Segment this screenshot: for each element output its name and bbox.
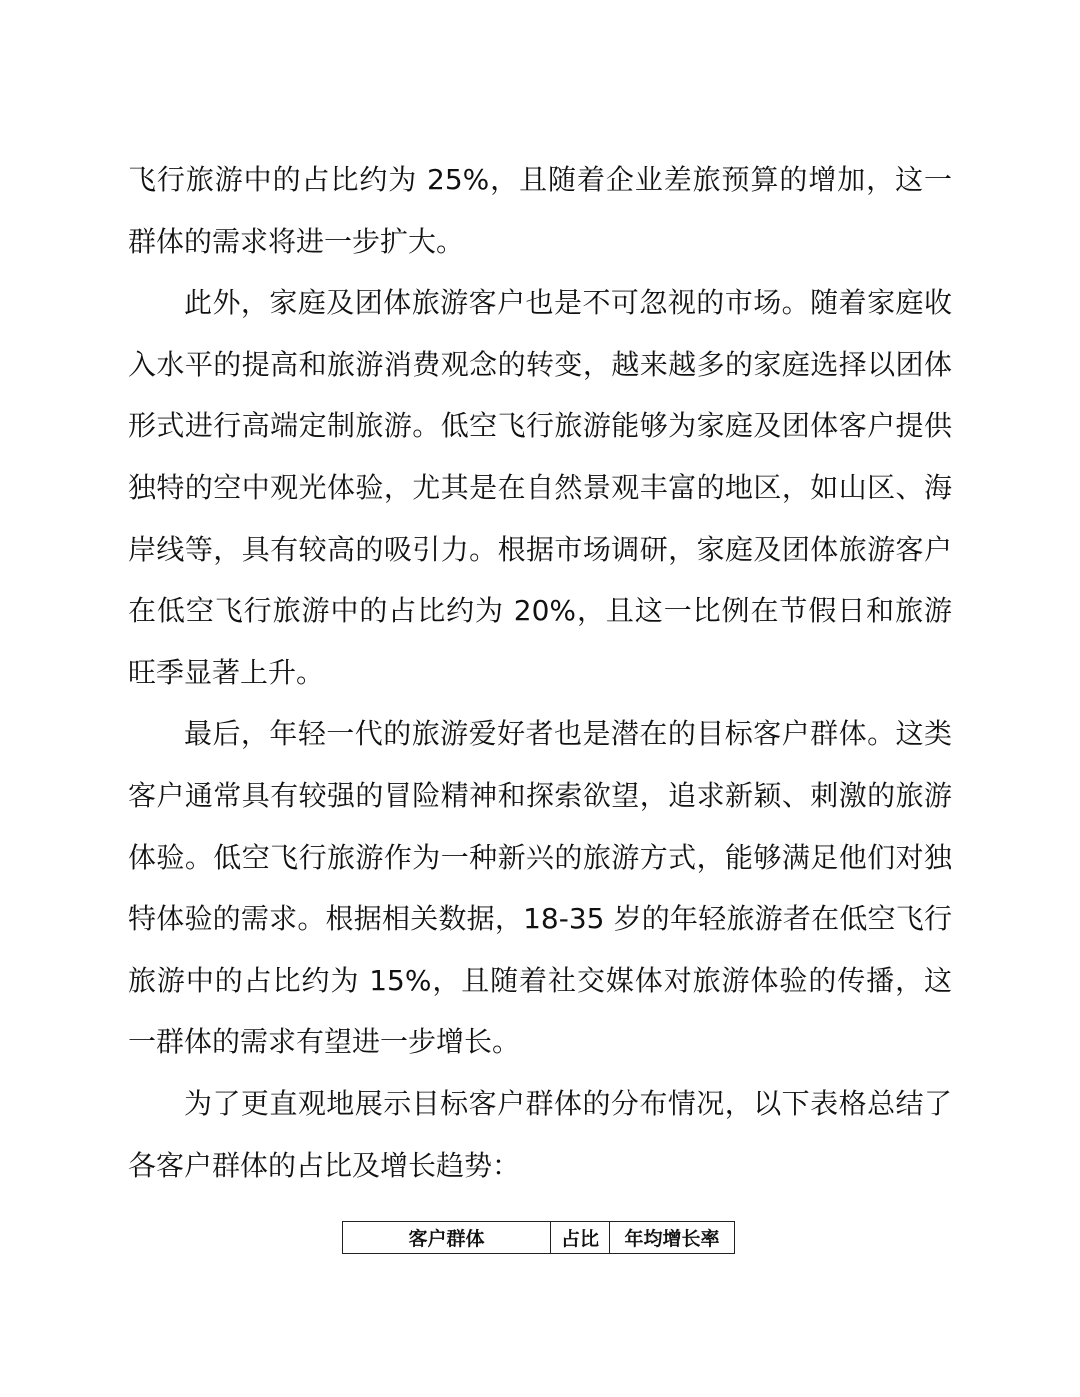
paragraph-family-group: 此外，家庭及团体旅游客户也是不可忽视的市场。随着家庭收入水平的提高和旅游消费观念的转变，越来越多的家庭选择以团体形式进行高端定制旅游。低空飞行旅游能够为家庭及团体客户提供独特的空中观光体验，尤其是在自然景观丰富的地区，如山区、海岸线等，具有较高的吸引力。根据市场调研，家庭及团体旅游客户在低空飞行旅游中的占比约为 20%，且这一比例在节假日和旅游旺季显著上升。 [128, 286, 952, 689]
header-customer-group: 客户群体 [343, 1222, 551, 1254]
body-text [128, 149, 952, 1196]
paragraph-continuation: 飞行旅游中的占比约为 25%，且随着企业差旅预算的增加，这一群体的需求将进一步扩大。 [128, 163, 952, 258]
customer-group-table [342, 1221, 735, 1254]
header-share: 占比 [551, 1222, 610, 1254]
header-annual-growth: 年均增长率 [610, 1222, 735, 1254]
paragraph-table-intro: 为了更直观地展示目标客户群体的分布情况，以下表格总结了各客户群体的占比及增长趋势： [128, 1086, 952, 1182]
table-header-row [343, 1222, 735, 1254]
paragraph-young-generation: 最后，年轻一代的旅游爱好者也是潜在的目标客户群体。这类客户通常具有较强的冒险精神和探索欲望，追求新颖、刺激的旅游体验。低空飞行旅游作为一种新兴的旅游方式，能够满足他们对独特体验的需求。根据相关数据，18-35 岁的年轻旅游者在低空飞行旅游中的占比约为 15%，且随着社交媒体对旅游体验的传播，这一群体的需求有望进一步增长。 [128, 717, 952, 1059]
